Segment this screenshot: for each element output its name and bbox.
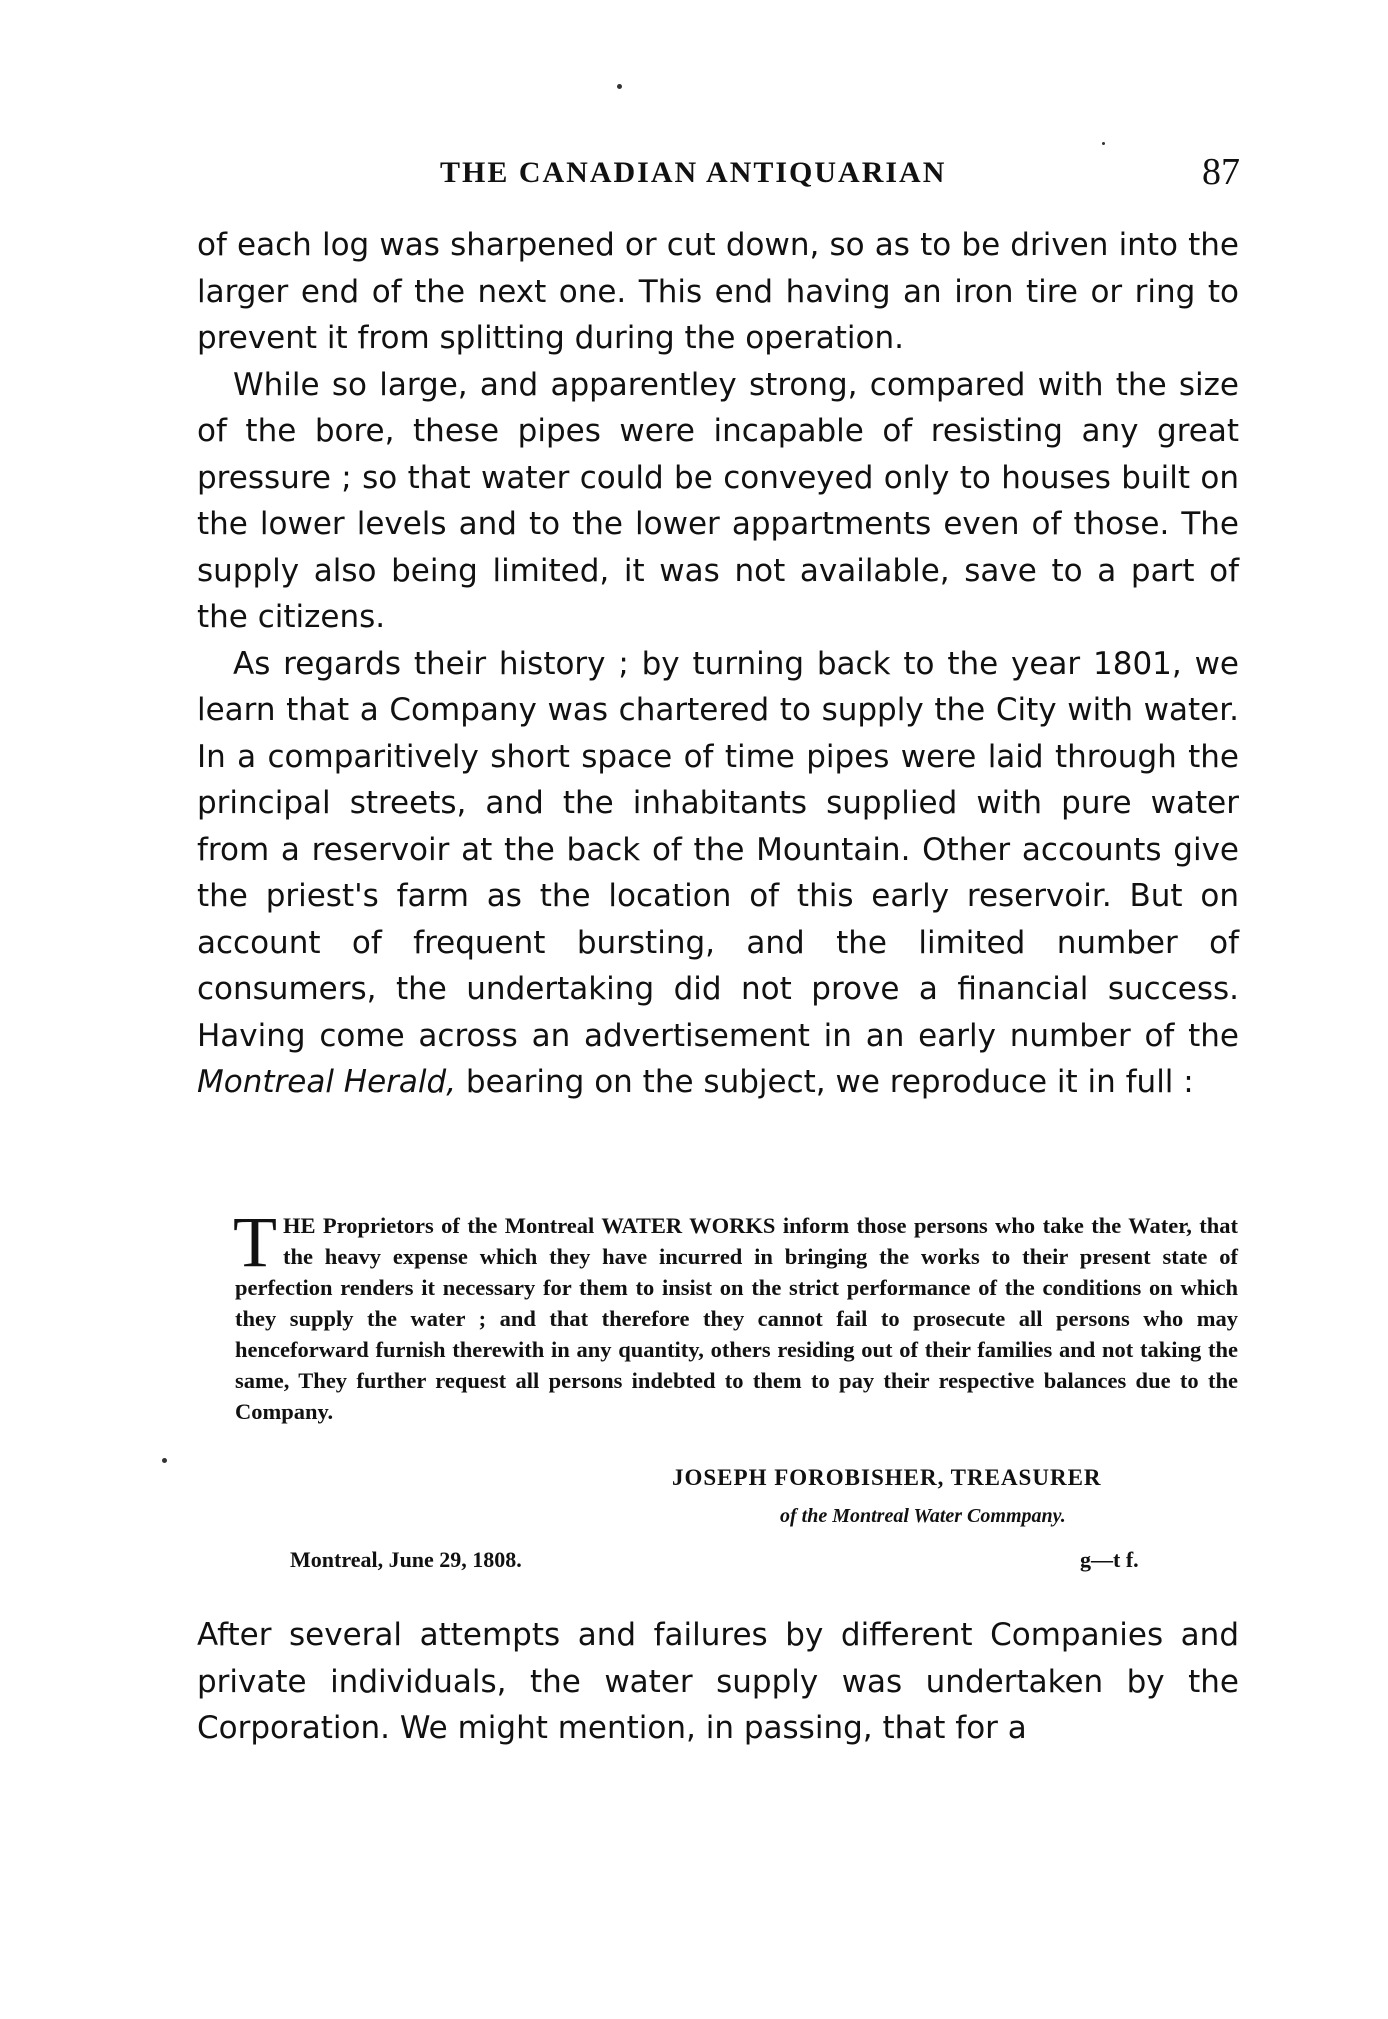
signatory-name: JOSEPH FOROBISHER, TREASURER (672, 1465, 1102, 1490)
print-speck (1102, 142, 1105, 145)
paragraph: After several attempts and failures by different Companies and private individuals, the water supply was undertaken by the Corporation. We might mention, in passing, that for a (197, 1617, 1239, 1746)
body-text (197, 222, 1239, 1106)
drop-cap: T (233, 1202, 277, 1282)
advertisement-text: HE Proprietors of the Montreal WATER WORKS inform those persons who take the Water, that the heavy expense which they have incurred in bringing the works to their present state of perfection renders it necessary for them to insist on the strict performance of the conditions on which they supply the water ; and that therefore they cannot fail to prosecute all persons who may henceforward furnish therewith in any quantity, others residing out of their families and not taking the same, They further request all persons indebted to them to pay their respective balances due to the Company. (235, 1213, 1238, 1424)
signatory-title: of the Montreal Water Commpany. (780, 1505, 1066, 1527)
date-line: Montreal, June 29, 1808. (290, 1547, 522, 1572)
newspaper-title: Montreal Herald, (197, 1064, 457, 1100)
running-title: THE CANADIAN ANTIQUARIAN (440, 156, 947, 189)
paragraph-text: bearing on the subject, we reproduce it in full : (456, 1064, 1194, 1100)
advertisement-signature (235, 1465, 1238, 1585)
closing-text (197, 1612, 1239, 1752)
print-speck (617, 84, 622, 89)
advertisement (233, 1202, 1238, 1427)
paragraph: of each log was sharpened or cut down, so as to be driven into the larger end of the next one. This end having an iron tire or ring to prevent it from splitting during the operation. (197, 227, 1239, 356)
print-speck (162, 1458, 167, 1463)
page-number: 87 (1202, 151, 1240, 193)
paragraph-text: As regards their history ; by turning back to the year 1801, we learn that a Company was chartered to supply the City with water. In a comparitively short space of time pipes were laid through the principal streets, and the inhabitants supplied with pure water from a reservoir at the back of the Mountain. Other accounts give the priest's farm as the location of this early reservoir. But on account of frequent bursting, and the limited number of consumers, the undertaking did not prove a financial success. Having come across an advertisement in an early number of the (197, 645, 1239, 1054)
paragraph (197, 641, 1239, 1106)
paragraph: While so large, and apparentley strong, compared with the size of the bore, these pipes were incapable of resisting any great pressure ; so that water could be conveyed only to houses built on the lower levels and to the lower appartments even of those. The supply also being limited, it was not available, save to a part of the citizens. (197, 366, 1239, 635)
page-header (195, 150, 1240, 200)
ad-code: g—t f. (1080, 1547, 1139, 1572)
